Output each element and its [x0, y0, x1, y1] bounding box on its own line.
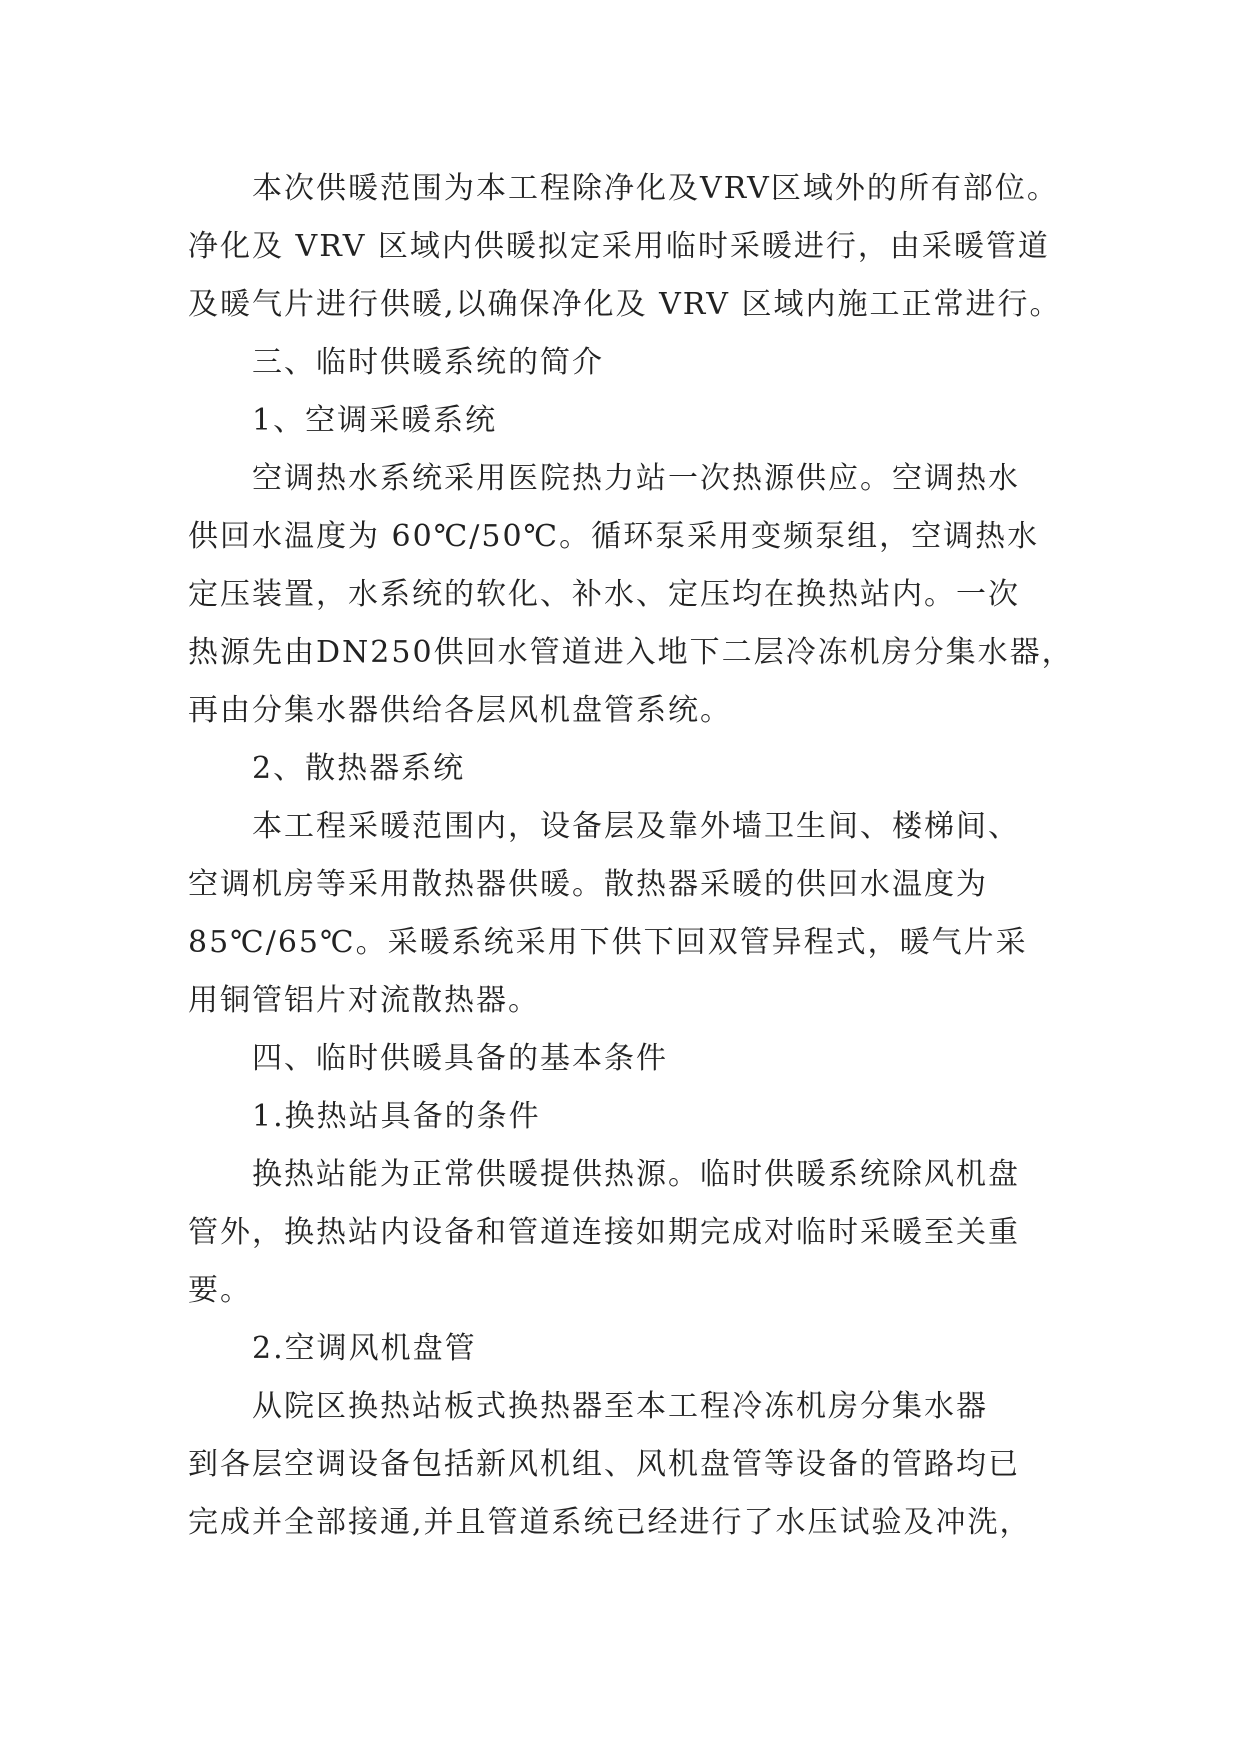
section-heading: 三、临时供暖系统的简介	[252, 345, 604, 380]
body-line: 热源先由DN250供回水管道进入地下二层冷冻机房分集水器，	[188, 635, 1074, 670]
body-line: 定压装置，水系统的软化、补水、定压均在换热站内。一次	[188, 577, 1020, 612]
body-line: 再由分集水器供给各层风机盘管系统。	[188, 693, 732, 728]
body-line: 从院区换热站板式换热器至本工程冷冻机房分集水器	[252, 1389, 988, 1424]
body-line: 要。	[188, 1273, 252, 1308]
body-line: 用铜管铝片对流散热器。	[188, 983, 540, 1018]
body-line: 及暖气片进行供暖,以确保净化及 VRV 区域内施工正常进行。	[188, 287, 1062, 322]
body-line: 本工程采暖范围内，设备层及靠外墙卫生间、楼梯间、	[252, 809, 1020, 844]
body-line: 管外，换热站内设备和管道连接如期完成对临时采暖至关重	[188, 1215, 1020, 1250]
subsection-heading: 2、散热器系统	[252, 751, 466, 786]
body-line: 85℃/65℃。采暖系统采用下供下回双管异程式，暖气片采	[188, 925, 1028, 960]
body-line: 空调热水系统采用医院热力站一次热源供应。空调热水	[252, 461, 1020, 496]
section-heading: 四、临时供暖具备的基本条件	[252, 1041, 668, 1076]
body-line: 空调机房等采用散热器供暖。散热器采暖的供回水温度为	[188, 867, 988, 902]
subsection-heading: 2.空调风机盘管	[252, 1331, 477, 1366]
body-line: 净化及 VRV 区域内供暖拟定采用临时采暖进行，由采暖管道	[188, 229, 1050, 264]
body-line: 供回水温度为 60℃/50℃。循环泵采用变频泵组，空调热水	[188, 519, 1040, 554]
subsection-heading: 1、空调采暖系统	[252, 403, 498, 438]
body-line: 到各层空调设备包括新风机组、风机盘管等设备的管路均已	[188, 1447, 1020, 1482]
document-body	[188, 160, 1088, 1552]
body-line: 换热站能为正常供暖提供热源。临时供暖系统除风机盘	[252, 1157, 1020, 1192]
subsection-heading: 1.换热站具备的条件	[252, 1099, 541, 1134]
body-line: 本次供暖范围为本工程除净化及VRV区域外的所有部位。	[252, 171, 1059, 206]
body-line: 完成并全部接通,并且管道系统已经进行了水压试验及冲洗，	[188, 1505, 1032, 1540]
